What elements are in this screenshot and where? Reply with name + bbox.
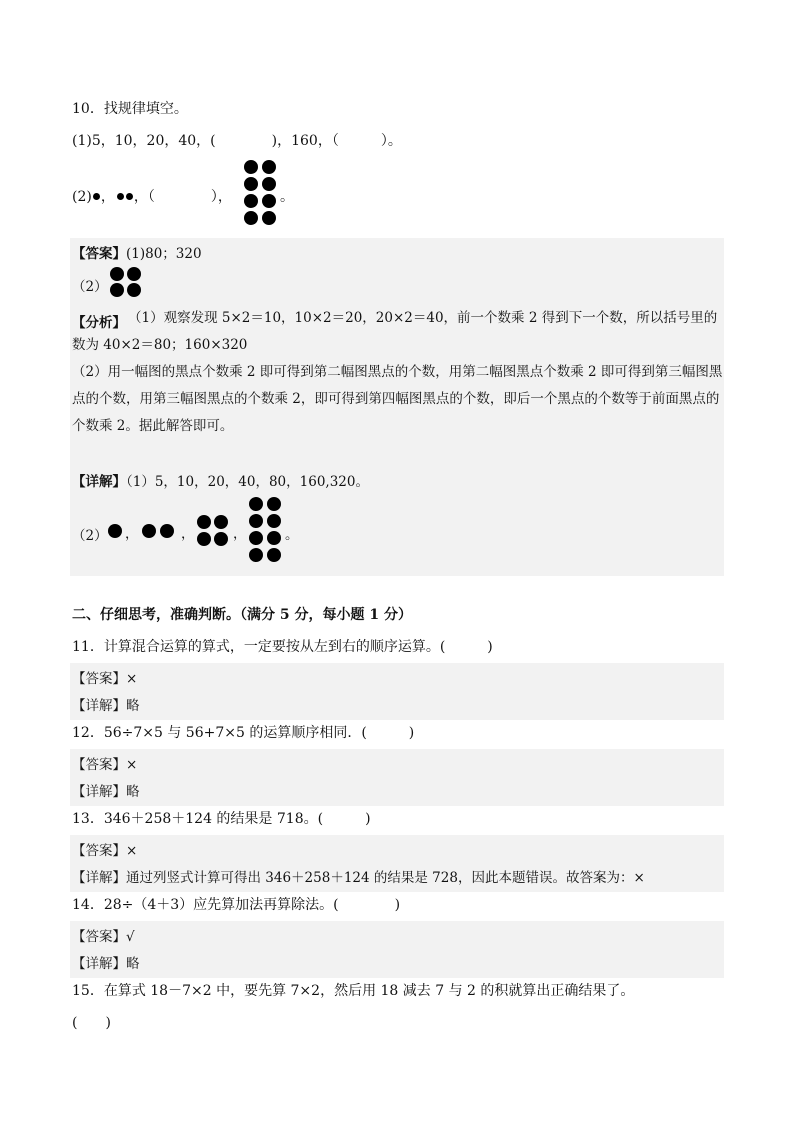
detail-dot-2 <box>142 524 178 538</box>
q13-detail: 【详解】通过列竖式计算可得出 346＋258＋124 的结果是 728，因此本题错误。故答案为：× <box>72 870 645 886</box>
q10-title: 10．找规律填空。 <box>72 101 188 117</box>
q15-blank: ( ) <box>72 1015 111 1031</box>
q12-detail: 【详解】略 <box>72 784 140 800</box>
q12-text: 12．56÷7×5 与 56+7×5 的运算顺序相同．( ) <box>72 725 415 741</box>
section-2-heading: 二、仔细思考，准确判断。（满分 5 分，每小题 1 分） <box>72 607 412 623</box>
q10-answer-2: （2） <box>72 279 108 295</box>
q10-detail-2-prefix: （2） <box>72 528 108 544</box>
detail-dot-1 <box>108 524 122 538</box>
q14-answer: 【答案】√ <box>72 929 135 945</box>
dot-figure-2 <box>117 193 124 200</box>
q13-answer: 【答案】× <box>72 843 138 859</box>
q10-analysis-1: （1）观察发现 5×2＝10，10×2＝20，20×2＝40，前一个数乘 2 得到下一个数，所以括号里的数为 40×2＝80；160×320 <box>72 310 718 353</box>
q11-text: 11．计算混合运算的算式，一定要按从左到右的顺序运算。( ) <box>72 639 493 655</box>
q10-part1: (1)5，10，20，40，( )，160，（ ）。 <box>72 133 402 149</box>
q10-analysis-label-row: 【分析】 <box>72 315 126 331</box>
q11-answer: 【答案】× <box>72 671 138 687</box>
dot-figure-4-answer <box>110 267 144 299</box>
q10-detail: 【详解】（1）5，10，20，40，80，160,320。 <box>72 474 369 490</box>
q12-answer: 【答案】× <box>72 757 138 773</box>
q10-part2-blank: （ ）， <box>147 189 232 205</box>
q13-text: 13．346＋258＋124 的结果是 718。( ) <box>72 811 371 827</box>
q10-answer: 【答案】(1)80；320 <box>72 246 202 262</box>
q10-part2-prefix: (2) <box>72 189 92 205</box>
detail-dot-8 <box>249 497 283 563</box>
q10-part2: (2) ， ，（ ）， <box>72 189 232 205</box>
q15-text: 15．在算式 18－7×2 中，要先算 7×2，然后用 18 减去 7 与 2 的积就算出正确结果了。 <box>72 983 635 999</box>
q11-detail: 【详解】略 <box>72 698 140 714</box>
q14-text: 14．28÷（4＋3）应先算加法再算除法。( ) <box>72 897 401 913</box>
detail-dot-4 <box>197 515 231 547</box>
q10-analysis-2: （2）用一幅图的黑点个数乘 2 即可得到第二幅图黑点的个数，用第二幅图黑点个数乘 2 即可得到第三幅图黑点的个数，用第三幅图黑点的个数乘 2，即可得到第四幅图黑点的个数，即后一个黑点的个数等于前面黑点的个数乘 2。据此解答即可。 <box>72 364 723 434</box>
dot-figure-8 <box>244 160 278 226</box>
dot-figure-1 <box>93 193 100 200</box>
q14-detail: 【详解】略 <box>72 956 140 972</box>
